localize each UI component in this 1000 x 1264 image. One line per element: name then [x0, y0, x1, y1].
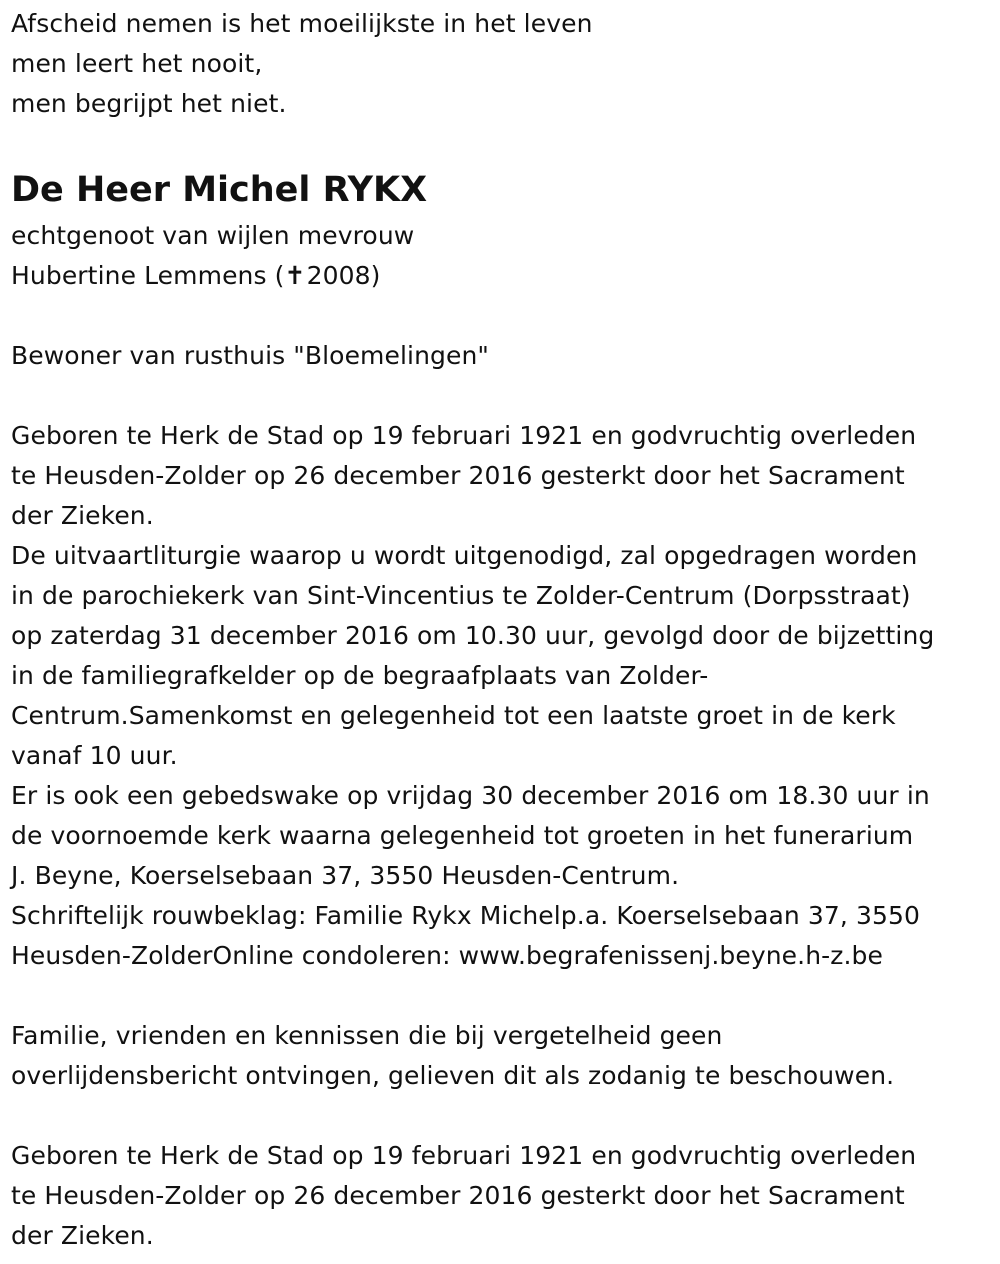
repeat-line: Geboren te Herk de Stad op 19 februari 1921 en godvruchtig overleden — [11, 1141, 917, 1170]
announcement-line: Heusden-ZolderOnline condoleren: www.begrafenissenj.beyne.h-z.be — [11, 941, 883, 970]
poem-line: Afscheid nemen is het moeilijkste in het leven — [11, 9, 593, 38]
announcement-line: in de parochiekerk van Sint-Vincentius te Zolder-Centrum (Dorpsstraat) — [11, 581, 911, 610]
spacer — [11, 296, 991, 336]
notice-line: overlijdensbericht ontvingen, gelieven dit als zodanig te beschouwen. — [11, 1061, 895, 1090]
repeat-text — [11, 1136, 991, 1256]
announcement-line: Schriftelijk rouwbeklag: Familie Rykx Michelp.a. Koerselsebaan 37, 3550 — [11, 901, 921, 930]
spouse-name-line — [11, 256, 991, 296]
spouse-death-year: 2008) — [306, 261, 381, 290]
residence: Bewoner van rusthuis "Bloemelingen" — [11, 341, 490, 370]
repeat-line: der Zieken. — [11, 1221, 154, 1250]
notice-text — [11, 1016, 991, 1096]
announcement-line: in de familiegrafkelder op de begraafplaats van Zolder- — [11, 661, 709, 690]
spacer — [11, 124, 991, 164]
announcement-line: op zaterdag 31 december 2016 om 10.30 uur, gevolgd door de bijzetting — [11, 621, 935, 650]
announcement-line: de voornoemde kerk waarna gelegenheid tot groeten in het funerarium — [11, 821, 914, 850]
poem-line: men begrijpt het niet. — [11, 89, 287, 118]
deceased-name: De Heer Michel RYKX — [11, 170, 428, 210]
announcement-text — [11, 416, 991, 976]
announcement-line: Er is ook een gebedswake op vrijdag 30 december 2016 om 18.30 uur in — [11, 781, 930, 810]
announcement-line: der Zieken. — [11, 501, 154, 530]
spacer — [11, 976, 991, 1016]
announcement-line: J. Beyne, Koerselsebaan 37, 3550 Heusden-Centrum. — [11, 861, 680, 890]
announcement-line: vanaf 10 uur. — [11, 741, 178, 770]
announcement-line: De uitvaartliturgie waarop u wordt uitgenodigd, zal opgedragen worden — [11, 541, 918, 570]
announcement-line: Geboren te Herk de Stad op 19 februari 1921 en godvruchtig overleden — [11, 421, 917, 450]
notice-line: Familie, vrienden en kennissen die bij vergetelheid geen — [11, 1021, 723, 1050]
announcement-line: Centrum.Samenkomst en gelegenheid tot een laatste groet in de kerk — [11, 701, 896, 730]
cross-icon: ✝ — [284, 261, 306, 290]
obituary-document — [11, 4, 991, 1256]
spouse-line: echtgenoot van wijlen mevrouw — [11, 221, 415, 250]
repeat-line: te Heusden-Zolder op 26 december 2016 gesterkt door het Sacrament — [11, 1181, 905, 1210]
poem — [11, 4, 991, 124]
spouse-name: Hubertine Lemmens ( — [11, 261, 285, 290]
spacer — [11, 376, 991, 416]
poem-line: men leert het nooit, — [11, 49, 263, 78]
spacer — [11, 1096, 991, 1136]
announcement-line: te Heusden-Zolder op 26 december 2016 gesterkt door het Sacrament — [11, 461, 905, 490]
